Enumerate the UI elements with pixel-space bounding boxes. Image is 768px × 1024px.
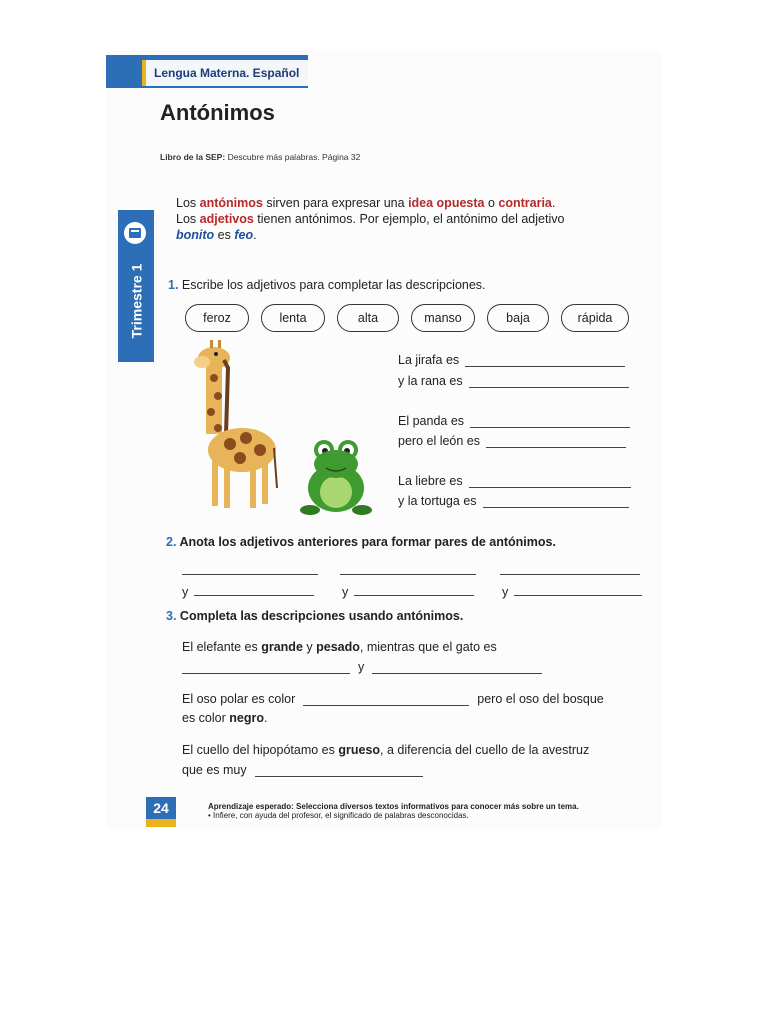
q3-keyword: pesado <box>316 640 360 654</box>
intro-text-part: tienen antónimos. Por ejemplo, el antónimo del adjetivo <box>253 212 565 226</box>
adjective-pill: baja <box>487 304 549 332</box>
reference-label: Libro de la SEP: <box>160 152 226 162</box>
question-number: 2. <box>166 535 177 549</box>
sentence-row <box>398 353 625 367</box>
intro-text-part: Los <box>176 212 200 226</box>
intro-text-part: Los <box>176 196 200 210</box>
pair-y: y <box>342 585 349 599</box>
answer-blank[interactable] <box>469 375 629 388</box>
pair-row <box>342 583 474 599</box>
pair-row <box>182 583 314 599</box>
q3-text: es color <box>182 711 230 725</box>
pair-y: y <box>502 585 509 599</box>
intro-text <box>176 195 646 243</box>
question-1 <box>168 278 486 292</box>
adjective-pill: feroz <box>185 304 249 332</box>
pair-blank[interactable] <box>354 583 474 596</box>
sentence-row <box>398 474 631 488</box>
term-antonimos: antónimos <box>199 196 263 210</box>
sep-reference <box>160 152 360 162</box>
pair-blank[interactable] <box>500 574 640 575</box>
pair-blank[interactable] <box>514 583 642 596</box>
q3-text: El elefante es <box>182 640 262 654</box>
page-number-accent <box>146 819 176 827</box>
sentence-text: pero el león es <box>398 434 481 448</box>
example-bonito: bonito <box>176 228 215 242</box>
reference-text: Descubre más palabras. Página 32 <box>227 152 361 162</box>
intro-text-part: es <box>214 228 235 242</box>
q3-text: . <box>263 711 268 725</box>
answer-blank[interactable] <box>483 495 629 508</box>
q3-text: El oso polar es color <box>182 692 296 706</box>
adjective-pill: lenta <box>261 304 325 332</box>
adjective-pill: manso <box>411 304 475 332</box>
term-contraria: contraria <box>498 196 552 210</box>
question-number: 3. <box>166 609 177 623</box>
answer-blank[interactable] <box>372 661 542 674</box>
q3-text: , mientras que el gato es <box>359 640 497 654</box>
objective-text: Selecciona diversos textos informativos para conocer más sobre un tema. <box>293 802 579 811</box>
q3-sentence-c2 <box>182 763 423 777</box>
trimester-label-box <box>118 210 154 362</box>
example-feo: feo <box>234 228 254 242</box>
q3-keyword: negro <box>229 711 264 725</box>
term-idea-opuesta: idea opuesta <box>408 196 485 210</box>
q3-sentence-b <box>182 692 604 706</box>
adjective-pill: alta <box>337 304 399 332</box>
question-3 <box>166 609 463 623</box>
answer-blank[interactable] <box>465 354 625 367</box>
intro-text-part: . <box>551 196 556 210</box>
frog-illustration <box>300 436 372 518</box>
intro-text-part: sirven para expresar una <box>262 196 409 210</box>
intro-text-part: o <box>484 196 499 210</box>
q3-text: y <box>302 640 317 654</box>
sentence-text: La liebre es <box>398 474 463 488</box>
answer-blank[interactable] <box>182 661 350 674</box>
q3-keyword: grueso <box>338 743 381 757</box>
pair-y: y <box>358 660 365 674</box>
q3-text: , a diferencia del cuello de la avestruz <box>380 743 590 757</box>
subject-label: Lengua Materna. Español <box>154 66 300 80</box>
sentence-text: y la rana es <box>398 374 463 388</box>
q3-text: que es muy <box>182 763 247 777</box>
trimester-label: Trimestre 1 <box>128 263 144 339</box>
pair-blank[interactable] <box>340 574 476 575</box>
pair-row <box>502 583 642 599</box>
header-accent <box>142 60 146 86</box>
adjective-bank <box>185 304 629 332</box>
sentence-row <box>398 494 629 508</box>
pair-blank[interactable] <box>194 583 314 596</box>
question-number: 1. <box>168 278 179 292</box>
subject-header <box>146 60 308 86</box>
sentence-text: El panda es <box>398 414 465 428</box>
sentence-row <box>398 414 630 428</box>
learning-objective <box>208 802 648 820</box>
q3-keyword: grande <box>261 640 303 654</box>
objective-bullet: • Infiere, con ayuda del profesor, el significado de palabras desconocidas. <box>208 811 469 820</box>
sentence-row <box>398 434 626 448</box>
giraffe-illustration <box>180 338 280 518</box>
q3-sentence-b2 <box>182 711 267 725</box>
q3-answer-row <box>182 660 542 674</box>
answer-blank[interactable] <box>486 435 626 448</box>
pair-y: y <box>182 585 189 599</box>
answer-blank[interactable] <box>469 475 631 488</box>
answer-blank[interactable] <box>255 764 423 777</box>
intro-text-part: . <box>253 228 257 242</box>
pair-blank[interactable] <box>182 574 318 575</box>
page-number: 24 <box>146 797 176 819</box>
q3-text: El cuello del hipopótamo es <box>182 743 339 757</box>
q3-text: pero el oso del bosque <box>477 692 604 706</box>
question-text: Escribe los adjetivos para completar las descripciones. <box>181 278 486 292</box>
answer-blank[interactable] <box>303 693 469 706</box>
q3-sentence-a <box>182 640 497 654</box>
answer-blank[interactable] <box>470 415 630 428</box>
sentence-text: y la tortuga es <box>398 494 477 508</box>
question-text: Completa las descripciones usando antónimos. <box>179 609 464 623</box>
objective-label: Aprendizaje esperado: <box>208 802 294 811</box>
sentence-text: La jirafa es <box>398 353 460 367</box>
page-title: Antónimos <box>160 100 275 125</box>
q3-sentence-c <box>182 743 589 757</box>
term-adjetivos: adjetivos <box>199 212 254 226</box>
sentence-row <box>398 374 629 388</box>
question-text: Anota los adjetivos anteriores para formar pares de antónimos. <box>179 535 556 549</box>
question-2 <box>166 535 556 549</box>
adjective-pill: rápida <box>561 304 629 332</box>
